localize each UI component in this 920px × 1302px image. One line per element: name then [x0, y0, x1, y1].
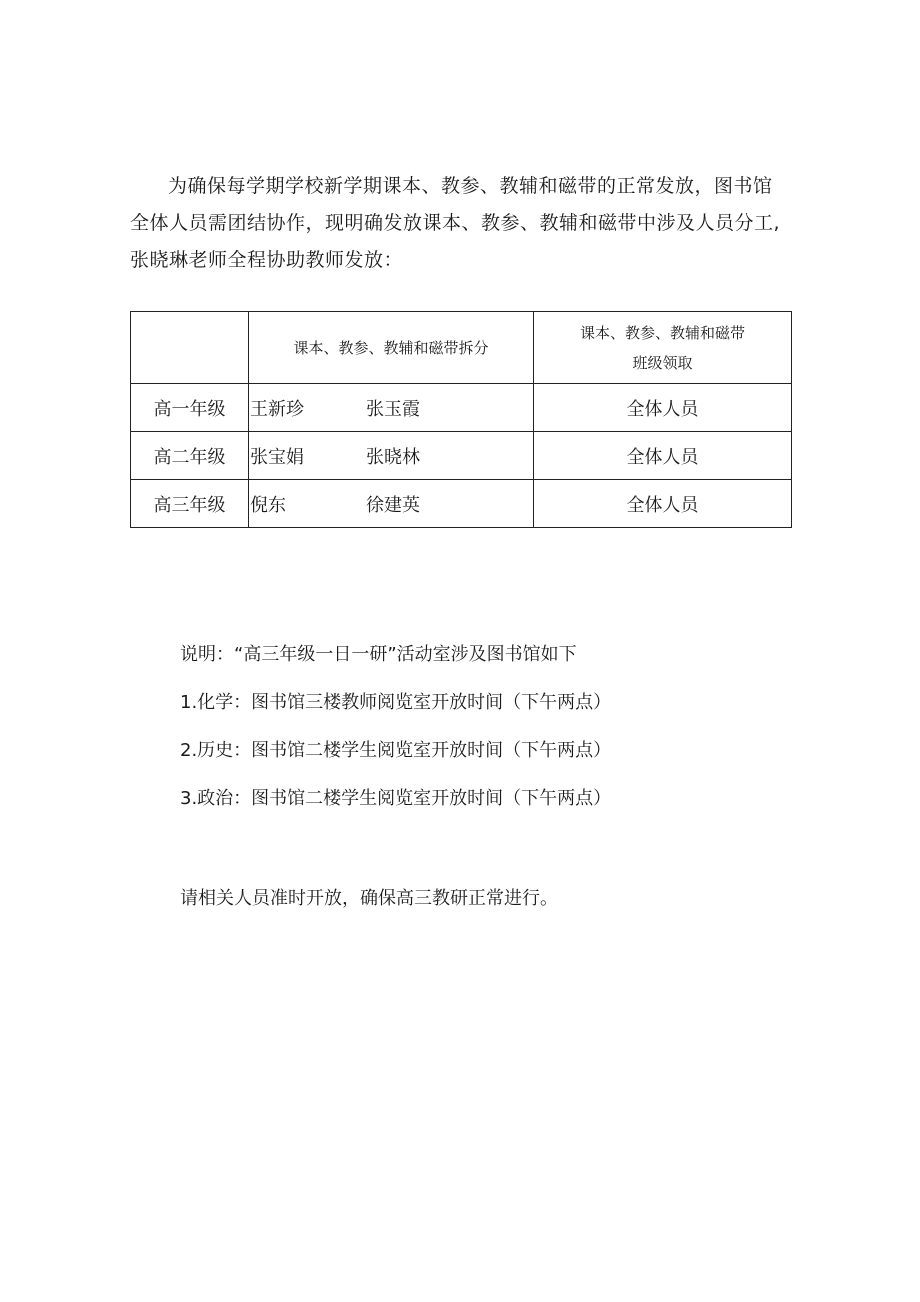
split-staff-cell — [249, 384, 534, 432]
grade-cell: 高二年级 — [131, 432, 249, 480]
staff-name: 张宝娟 — [250, 446, 304, 468]
intro-paragraph: 为确保每学期学校新学期课本、教参、教辅和磁带的正常发放，图书馆全体人员需团结协作，现明确发放课本、教参、教辅和磁带中涉及人员分工,张晓琳老师全程协助教师发放： — [130, 175, 781, 271]
closing-sentence: 请相关人员准时开放，确保高三教研正常进行。 — [180, 888, 558, 909]
notes-title: 说明：“高三年级一日一研”活动室涉及图书馆如下 — [180, 644, 577, 665]
distribution-table — [130, 311, 792, 528]
split-staff-cell — [249, 432, 534, 480]
collect-staff-cell: 全体人员 — [534, 384, 792, 432]
table-row — [131, 480, 792, 528]
split-staff-cell — [249, 480, 534, 528]
staff-name: 倪东 — [250, 494, 286, 516]
header-blank-cell — [131, 312, 249, 384]
header-collect-line2: 班级领取 — [632, 353, 693, 372]
table-row — [131, 432, 792, 480]
header-collect-line1: 课本、教参、教辅和磁带 — [579, 323, 745, 342]
collect-staff-cell: 全体人员 — [534, 432, 792, 480]
intro-section — [130, 168, 790, 279]
header-collect — [534, 312, 792, 384]
staff-name: 王新珍 — [250, 398, 304, 420]
staff-name: 张玉霞 — [366, 398, 420, 420]
grade-cell: 高一年级 — [131, 384, 249, 432]
notes-item: 1.化学：图书馆三楼教师阅览室开放时间（下午两点） — [180, 692, 612, 713]
table-header-row — [131, 312, 792, 384]
staff-name: 张晓林 — [366, 446, 420, 468]
staff-name: 徐建英 — [366, 494, 420, 516]
notes-section — [180, 640, 780, 832]
grade-cell: 高三年级 — [131, 480, 249, 528]
table-row — [131, 384, 792, 432]
notes-item: 2.历史：图书馆二楼学生阅览室开放时间（下午两点） — [180, 740, 612, 761]
notes-item: 3.政治：图书馆二楼学生阅览室开放时间（下午两点） — [180, 788, 612, 809]
collect-staff-cell: 全体人员 — [534, 480, 792, 528]
header-split: 课本、教参、教辅和磁带拆分 — [249, 312, 534, 384]
